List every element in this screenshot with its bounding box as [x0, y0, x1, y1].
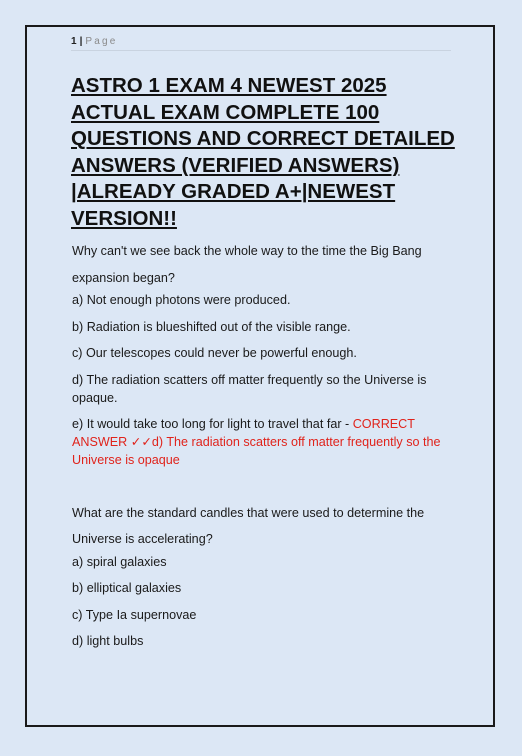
option-item: b) Radiation is blueshifted out of the visible range. [72, 319, 351, 334]
question-text: What are the standard candles that were used to determine the Universe is accelerating? [72, 505, 425, 546]
option-item: a) Not enough photons were produced. [72, 293, 291, 307]
document-title: ASTRO 1 EXAM 4 NEWEST 2025 ACTUAL EXAM COMPLETE 100 QUESTIONS AND CORRECT DETAILED ANSWERS (VERIFIED ANSWERS) |ALREADY GRADED A+|NEWEST VERSION!! [71, 74, 455, 230]
question-block [72, 238, 457, 469]
option-item-with-answer [72, 415, 457, 469]
option-item: b) elliptical galaxies [72, 581, 182, 595]
correct-answer: CORRECT ANSWER ✓✓d) The radiation scatters off matter frequently so the Universe is opaque [72, 417, 441, 467]
document-body [72, 238, 457, 659]
question-block [72, 500, 457, 651]
option-item: c) Our telescopes could never be powerful enough. [72, 346, 357, 360]
option-item: c) Type Ia supernovae [72, 607, 197, 622]
page-number: 1 [71, 36, 77, 47]
page-label: Page [85, 36, 118, 47]
option-item: a) spiral galaxies [72, 554, 167, 569]
page-separator: | [79, 36, 83, 47]
option-item: d) light bulbs [72, 634, 144, 648]
page-header [71, 36, 451, 51]
option-item: d) The radiation scatters off matter frequently so the Universe is opaque. [72, 372, 427, 405]
option-text: e) It would take too long for light to travel that far - [72, 417, 353, 431]
question-text: Why can't we see back the whole way to the time the Big Bang expansion began? [72, 244, 422, 285]
